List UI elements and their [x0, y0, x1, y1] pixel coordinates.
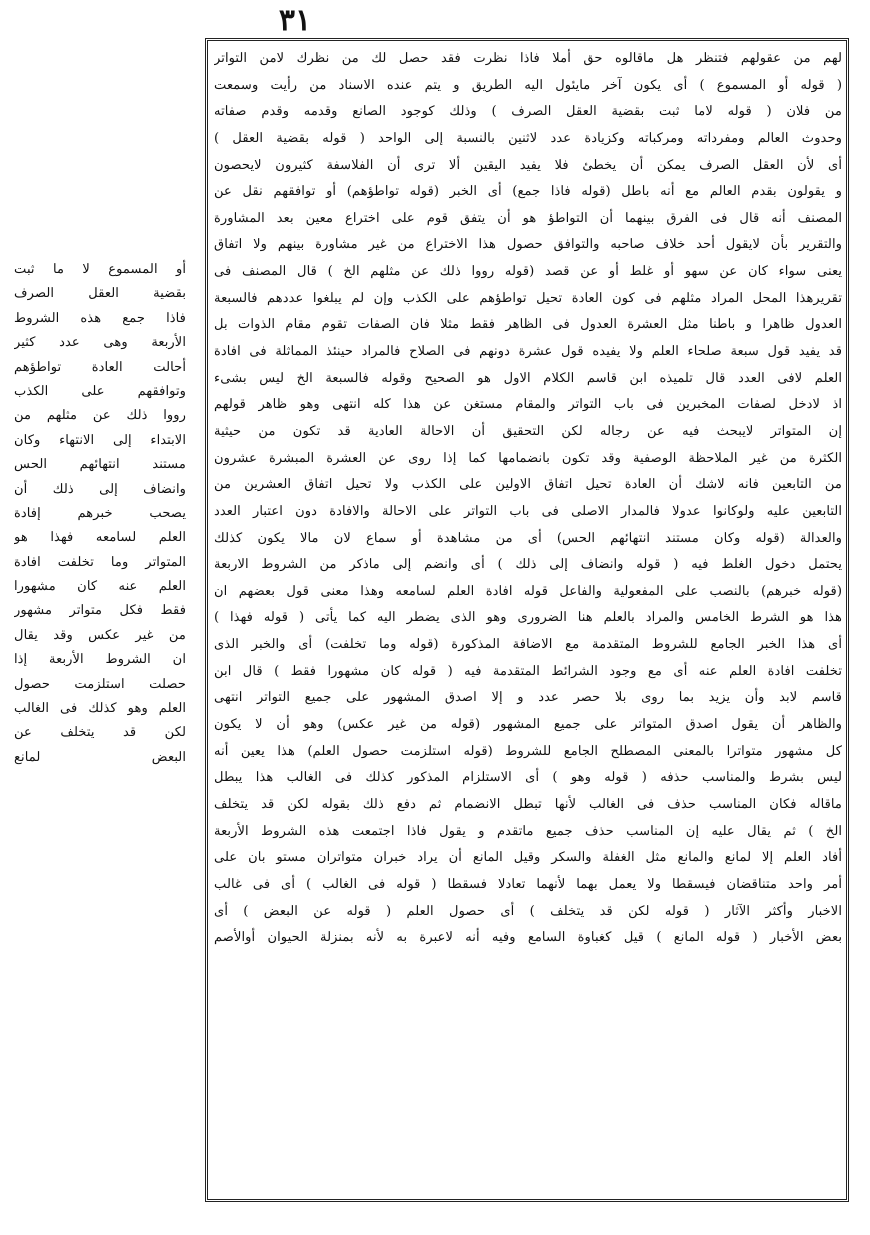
- main-text-line: وحدوث العالم ومفرداته ومركباته وكزيادة عدد لاثنين بالنسبة إلى الواحد ( قوله بقضية العقل ): [214, 130, 842, 146]
- margin-text-line: حصلت استلزمت حصول: [14, 676, 186, 692]
- margin-text-line: ان الشروط الأربعة إذا: [14, 652, 186, 668]
- main-text-line: العدول ظاهرا و باطنا مثل العشرة العدول فى الظاهر فقط مثلا فان الصفات تقوم مقام الذوات بل: [214, 317, 842, 333]
- page-number: ٣١: [278, 3, 312, 38]
- margin-text-line: مستند انتهائهم الحس: [14, 457, 186, 473]
- main-text-line: الكثرة من غير الملاحظة الوصفية وقد تكون بانضمامها كما إذا روى عن العشرة المبشرة عشرون: [214, 450, 842, 466]
- margin-text-line: يصحب خبرهم إفادة: [14, 505, 186, 521]
- main-text-line: من التابعين فانه لاشك أن العادة تحيل اتفاق الاولين على الكذب ولا تحيل اتفاق العشرين من: [214, 477, 842, 493]
- main-text-line: أمر واحد متناقضان فيسقطا ولا يعمل بهما لأنهما تعادلا فسقطا ( قوله فى الغالب ) أى فى غالب: [214, 876, 842, 892]
- margin-text-line: رووا ذلك عن مثلهم من: [14, 408, 186, 424]
- main-text-line: (قوله خبرهم) بالنصب على المفعولية والفاعل قوله افادة العلم لسامعه وهذا معنى قول بعضهم ان: [214, 583, 842, 599]
- main-text-line: من فلان ( قوله لاما ثبت بقضية العقل الصرف ) وذلك كوجود الصانع وقدمه وقدم صفاته: [214, 104, 842, 120]
- main-text-line: أى هذا الخبر الجامع للشروط المتقدمة مع الاضافة المذكورة (قوله وما تخلفت) أى والخبر الذى: [214, 637, 842, 653]
- main-text-line: قاسم لابد وأن يزيد بما روى بلا حصر عدد و إلا اصدق المشهور على جميع التواتر انتهى: [214, 690, 842, 706]
- main-text-line: أى لأن العقل الصرف يمكن أن يخطئ فلا يفيد اليقين ألا ترى أن الفلاسفة كثيرون لايحصون: [214, 157, 842, 173]
- margin-matn-block: [14, 258, 186, 770]
- margin-text-line: المتواتر وما تخلفت افادة: [14, 554, 186, 570]
- main-text-line: التابعين عليه ولوكانوا عدولا فالمدار الاصلى فى باب التواتر على الاحالة والافادة دون اعتبار العدد: [214, 503, 842, 519]
- main-commentary-block: [214, 46, 842, 952]
- main-text-line: قد يفيد قول سبعة صلحاء العلم ولا يفيده قول عشرة دونهم فى الصلاح فالمراد حينئذ المماثلة فى افادة: [214, 344, 842, 360]
- main-text-line: المصنف أنه قال فى الفرق بينهما أن التواطؤ هو أن يتفق قوم على اختراع معين بعد المشاورة: [214, 210, 842, 226]
- main-text-line: والظاهر أن يقول اصدق المتواتر على جميع المشهور (قوله من غير عكس) وهو أن لا يكون: [214, 717, 842, 733]
- main-text-line: ليس بشرط والمناسب حذفه ( قوله وهو ) أى الاستلزام المذكور كذلك فى الغالب هذا يبطل: [214, 770, 842, 786]
- margin-text-line: الأربعة وهى عدد كثير: [14, 335, 186, 351]
- margin-text-line: أو المسموع لا ما ثبت: [14, 262, 186, 277]
- main-text-line: والتقرير بأن لايقول أحد خلاف صاحبه والتوافق حصول هذا الاختراع من غير مشاورة بينهم ولا اتفاق: [214, 237, 842, 253]
- main-text-line: هذا هو الشرط الخامس والمراد بالعلم هنا الضرورى وهو الذى يضطر اليه كما يأتى ( قوله فهذا ): [214, 610, 842, 626]
- margin-text-line: العلم وهو كذلك فى الغالب: [14, 701, 186, 717]
- main-text-line: الخ ) ثم يقال عليه إن المناسب حذف جميع ماتقدم و يقول فاذا اجتمعت هذه الشروط الأربعة: [214, 823, 842, 839]
- main-text-line: بعض الأخبار ( قوله المانع ) قيل كغباوة السامع وفيه أنه لاعبرة به لأنه بمنزلة الحيوان أوالأصم: [214, 930, 842, 946]
- margin-text-line: البعض لمانع: [14, 749, 186, 765]
- margin-text-line: العلم عنه كان مشهورا: [14, 579, 186, 595]
- main-text-line: إن المتواتر لايبحث فيه عن رجاله لكن التحقيق أن الاحالة العادية قد تكون من حيثية: [214, 423, 842, 439]
- main-text-line: و يقولون بقدم العالم مع أنه باطل (قوله فاذا جمع) أى الخبر (قوله تواطؤهم) أو توافقهم نقل عن: [214, 184, 842, 200]
- main-text-line: لهم من عقولهم فتنظر هل ماقالوه حق أملا فاذا نظرت فقد حصل لك من نظرك لامن التواتر: [214, 51, 842, 66]
- main-text-line: تخلفت افادة العلم عنه أى مع وجود الشرائط المتقدمة فيه ( قوله كان مشهورا فقط ) قال ابن: [214, 663, 842, 679]
- margin-text-line: من غير عكس وقد يقال: [14, 627, 186, 643]
- main-text-line: يعنى سواء كان عن سهو أو غلط أو عن قصد (قوله رووا ذلك عن مثلهم الخ ) قال المصنف فى: [214, 264, 842, 280]
- main-text-line: أفاد العلم إلا لمانع والمانع مثل الغفلة والسكر وقيل المانع أن يراد خبران متواتران مستو بان على: [214, 850, 842, 866]
- main-text-line: الاخبار وأكثر الآثار ( قوله لكن قد يتخلف ) أى حصول العلم ( قوله عن البعض ) أى: [214, 903, 842, 919]
- main-text-line: تقريرهذا المحل المراد مثلهم فى كون العادة تحيل تواطؤهم على الكذب وإن لم يبلغوا عددهم فالسبعة: [214, 290, 842, 306]
- margin-text-line: العلم لسامعه فهذا هو: [14, 530, 186, 546]
- main-text-line: كل مشهور متواترا بالمعنى المصطلح الجامع للشروط (قوله استلزمت حصول العلم) هذا يعين أنه: [214, 743, 842, 759]
- margin-text-line: لكن قد يتخلف عن: [14, 725, 186, 741]
- margin-text-line: الابتداء إلى الانتهاء وكان: [14, 432, 186, 448]
- main-text-line: ( قوله أو المسموع ) أى يكون آخر مايئول اليه الطريق و يتم عنده الاسناد من رأيت وسمعت: [214, 77, 842, 93]
- margin-text-line: وتوافقهم على الكذب: [14, 383, 186, 399]
- main-text-line: يحتمل دخول الغلط فيه ( قوله وانضاف إلى ذلك ) أى وانضم إلى ماذكر من الشروط الاربعة: [214, 557, 842, 573]
- main-text-line: العلم لافى العدد قال تلميذه ابن قاسم الكلام الاول هو الصحيح وقوله فالسبعة الخ ليس بشىء: [214, 370, 842, 386]
- margin-text-line: فقط فكل متواتر مشهور: [14, 603, 186, 619]
- main-text-line: والعدالة (قوله وكان مستند انتهائهم الحس) أى من مشاهدة أو سماع لان مالا يكون كذلك: [214, 530, 842, 546]
- main-text-line: اذ لادخل لصفات المخبرين فى باب التواتر والمقام مستغن عن هذا كله انتهى وهو ظاهر قولهم: [214, 397, 842, 413]
- margin-text-line: بقضية العقل الصرف: [14, 286, 186, 302]
- margin-text-line: أحالت العادة تواطؤهم: [14, 359, 186, 375]
- margin-text-line: وانضاف إلى ذلك أن: [14, 481, 186, 497]
- margin-text-line: فاذا جمع هذه الشروط: [14, 310, 186, 326]
- main-text-line: ماقاله فكان المناسب حذف فى الغالب لأنها تبطل الانضمام ثم دفع ذلك بقوله لكن قد يتخلف: [214, 796, 842, 812]
